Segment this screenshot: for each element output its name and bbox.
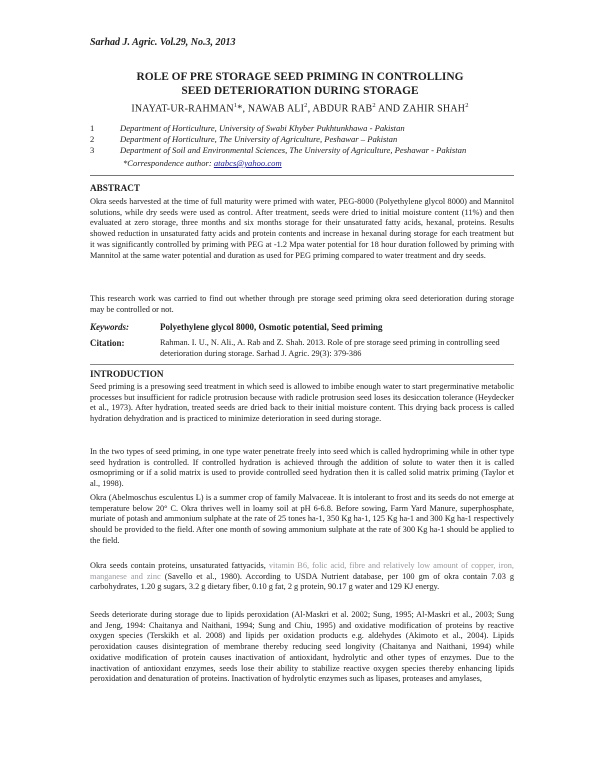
author-separator: , [307, 103, 313, 115]
keywords-value: Polyethylene glycol 8000, Osmotic potential, Seed priming [160, 322, 383, 332]
citation-label: Citation: [90, 338, 125, 348]
affiliation-number: 2 [90, 134, 95, 144]
title-line-2: SEED DETERIORATION DURING STORAGE [181, 85, 419, 97]
correspondence-label: *Correspondence author: [123, 158, 214, 168]
affiliation-text: Department of Horticulture, The University of Agriculture, Peshawar – Pakistan [120, 134, 398, 144]
intro-paragraph-3: Okra (Abelmoschus esculentus L) is a summer crop of family Malvaceae. It is intolerant to frost and its seeds do not emerge at temperature below 20° C. Okra thrives well in loamy soil at pH 6-6.8. Before sowing, Farm Yard Manure, superphosphate, muriate of potash and ammonium sulphate at the rate of 25 tones ha-1, 350 Kg ha-1, 125 Kg ha-1 and 300 Kg ha-1 respectively should be provided to the field. After one month of sowing ammonium sulphate at the rate of 300 Kg ha-1 should be applied to the field. [90, 493, 514, 545]
author-1-star: * [237, 103, 243, 115]
header-divider [90, 175, 514, 176]
affiliation-number: 3 [90, 145, 95, 155]
correspondence [123, 158, 282, 168]
abstract-paragraph-2: This research work was carried to find out whether through pre storage seed priming okra seed deterioration during storage may be controlled or not. [90, 294, 514, 314]
author-2-affil: 2 [304, 102, 308, 109]
author-4-affil: 2 [465, 102, 469, 109]
citation-value: Rahman. I. U., N. Ali., A. Rab and Z. Shah. 2013. Role of pre storage seed priming in controlling seed deterioration during storage. Sarhad J. Agric. 29(3): 379-386 [160, 338, 500, 358]
author-separator: , [242, 103, 248, 115]
affiliation-1 [90, 123, 530, 134]
journal-header: Sarhad J. Agric. Vol.29, No.3, 2013 [90, 37, 236, 48]
intro-p4-end: (Savello et al., 1980). According to USDA Nutrient database, per 100 gm of okra contain 7.03 g carbohydrates, 1.20 g sugars, 3.2 g dietary fiber, 0.10 g fat, 2 g protein, 90.17 g water and 129 KJ energy. [90, 571, 515, 592]
intro-p4-faded: vitamin B6, folic acid, fibre and relatively low amount of copper, iron, manganese and zinc [90, 561, 514, 581]
affiliation-3 [90, 145, 530, 156]
author-3-affil: 2 [372, 102, 376, 109]
keywords-label: Keywords: [90, 322, 129, 332]
author-1-affil: 1 [233, 102, 238, 109]
author-list [60, 102, 540, 114]
abstract-heading: ABSTRACT [90, 183, 141, 193]
intro-paragraph-5: Seeds deteriorate during storage due to lipids peroxidation (Al-Maskri et al. 2002; Sung, 1995; Al-Maskri et al., 2003; Sung and Jeng, 1994: Chaitanya and Naithani, 1994; Sung and Chiu, 1995) and oxidative modification of proteins by reactive oxygen species (Terskikh et al. 2008) and lipids per oxidation products e.g. aldehydes (Akimoto et al., 2004). Lipids peroxidation causes disintegration of membrane thereby reducing seed longivity (Chaitanya and Naithani, 1994) while oxidative modification of protein causes inactivation of antioxidant, hydrolytic and other types of enzymes. Due to the inactivation of antioxidant enzymes, seeds lose their ability to stabilize reactive oxygen species thereby enhancing lipids peroxidation and denaturation of proteins. Inactivation of hydrolytic enzymes such as lipases, proteases and amylases, [90, 610, 514, 684]
citation-divider [90, 364, 514, 365]
author-2: NAWAB ALI [247, 103, 305, 115]
author-and: AND [375, 103, 403, 115]
affiliation-2 [90, 134, 530, 145]
intro-paragraph-1: Seed priming is a presowing seed treatment in which seed is allowed to imbibe enough water to start pregerminative metabolic processes but insufficient for radicle protrusion because with radicle protrusion seed loses its desiccation tolerance (Heydecker et al., 1973). After hydration, treated seeds are dried back to their initial moisture content. This drying back process is called hydration dehydration and is practiced to minimize deterioration in seed during storage. [90, 382, 514, 424]
affiliation-number: 1 [90, 123, 95, 133]
correspondence-email-link[interactable]: atabcs@yahoo.com [213, 158, 282, 168]
title-line-1: ROLE OF PRE STORAGE SEED PRIMING IN CONTROLLING [136, 71, 464, 83]
affiliation-text: Department of Horticulture, University of Swabi Khyber Pukhtunkhawa - Pakistan [120, 123, 405, 133]
intro-paragraph-4 [90, 561, 514, 593]
affiliation-text: Department of Soil and Environmental Sciences, The University of Agriculture, Peshawar - Pakistan [120, 145, 467, 155]
author-3: ABDUR RAB [312, 103, 373, 115]
intro-paragraph-2: In the two types of seed priming, in one type water penetrate freely into seed which is called hydropriming while in other type seed hydration is controlled. If controlled hydration is achieved through the addition of solute to water then it is called osmopriming or if a solid matrix is used to provide controlled seed hydration then it is called solid matrix priming (Taylor et al., 1998). [90, 447, 514, 489]
introduction-heading: INTRODUCTION [90, 369, 164, 379]
author-4: ZAHIR SHAH [402, 103, 466, 115]
intro-p4-start: Okra seeds contain proteins, unsaturated fattyacids, [90, 561, 269, 570]
paper-title [60, 70, 540, 98]
abstract-paragraph-1: Okra seeds harvested at the time of full maturity were primed with water, PEG-8000 (Polyethylene glycol 8000) and Mannitol solutions, while dry seeds were used as control. After treatment, seeds were dried to initial moisture content (11%) and then evaluated at zero storage, three months and six months storage for their unsaturated fatty acids, hexanal, proteins. Results showed reduction in unsaturated fatty acids and protein contents and increase in hexanal during storage for each treatment but it was significantly controlled by priming with PEG at -1.2 Mpa water potential for 18 hour duration followed by priming with Mannitol at the same water potential and duration as used for PEG priming compared to water treatment and dry seeds. [90, 197, 514, 260]
author-1: INAYAT-UR-RAHMAN [131, 103, 234, 115]
